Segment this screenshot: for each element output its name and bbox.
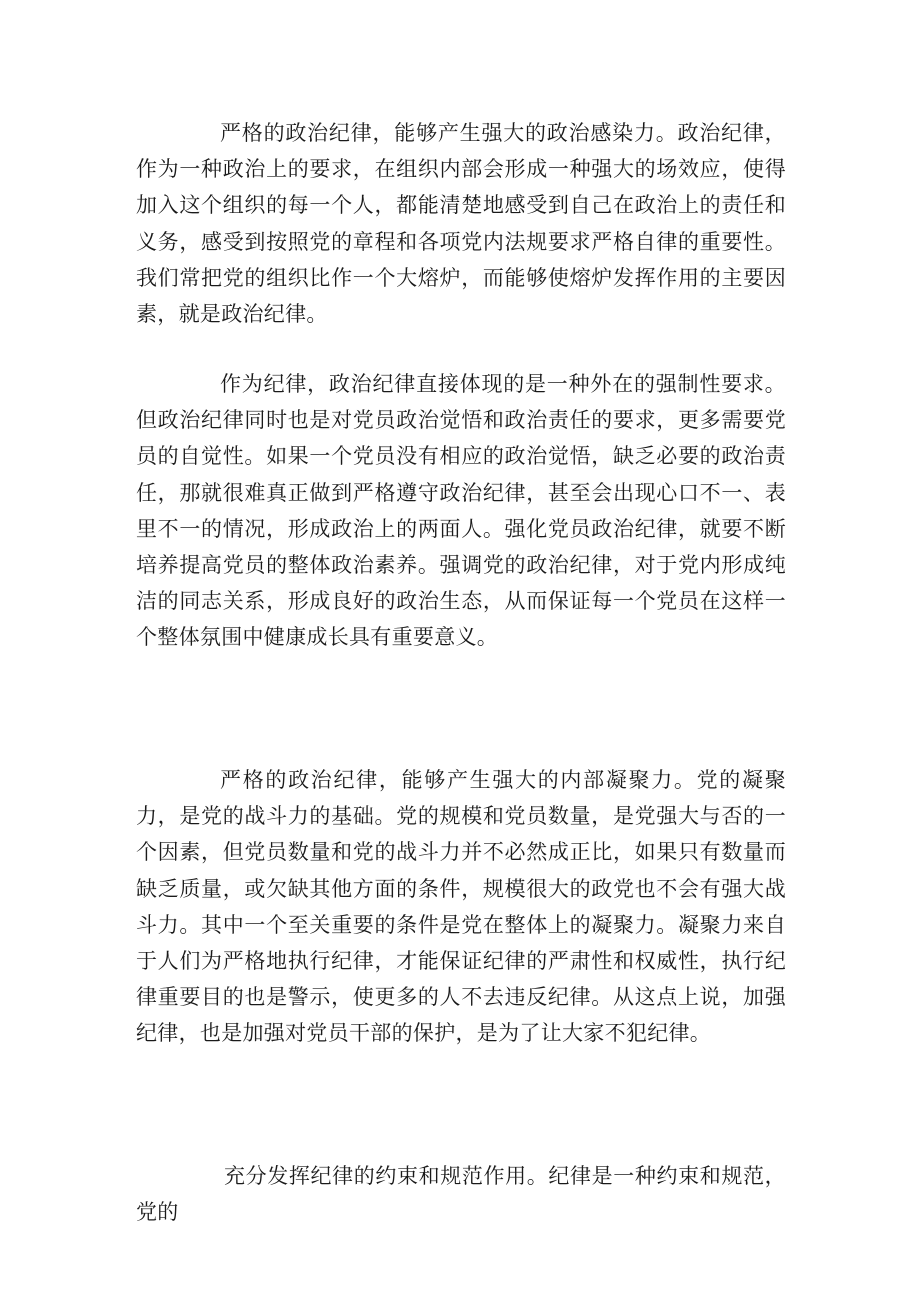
paragraph-political-appeal: 严格的政治纪律，能够产生强大的政治感染力。政治纪律，作为一种政治上的要求，在组织内部会形成一种强大的场效应，使得加入这个组织的每一个人，都能清楚地感受到自己在政治上的责任和义务，感受到按照党的章程和各项党内法规要求严格自律的重要性。我们常把党的组织比作一个大熔炉，而能够使熔炉发挥作用的主要因素，就是政治纪律。 <box>136 121 786 327</box>
paragraph-cohesion: 严格的政治纪律，能够产生强大的内部凝聚力。党的凝聚力，是党的战斗力的基础。党的规模和党员数量，是党强大与否的一个因素，但党员数量和党的战斗力并不必然成正比，如果只有数量而缺乏质量，或欠缺其他方面的条件，规模很大的政党也不会有强大战斗力。其中一个至关重要的条件是党在整体上的凝聚力。凝聚力来自于人们为严格地执行纪律，才能保证纪律的严肃性和权威性，执行纪律重要目的也是警示，使更多的人不去违反纪律。从这点上说，加强纪律，也是加强对党员干部的保护，是为了让大家不犯纪律。 <box>136 768 786 1046</box>
paragraph-constraint: 充分发挥纪律的约束和规范作用。纪律是一种约束和规范，党的 <box>136 1164 786 1225</box>
paragraph-discipline-consciousness: 作为纪律，政治纪律直接体现的是一种外在的强制性要求。但政治纪律同时也是对党员政治觉悟和政治责任的要求，更多需要党员的自觉性。如果一个党员没有相应的政治觉悟，缺乏必要的政治责任，那就很难真正做到严格遵守政治纪律，甚至会出现心口不一、表里不一的情况，形成政治上的两面人。强化党员政治纪律，就要不断培养提高党员的整体政治素养。强调党的政治纪律，对于党内形成纯洁的同志关系，形成良好的政治生态，从而保证每一个党员在这样一个整体氛围中健康成长具有重要意义。 <box>136 372 786 650</box>
